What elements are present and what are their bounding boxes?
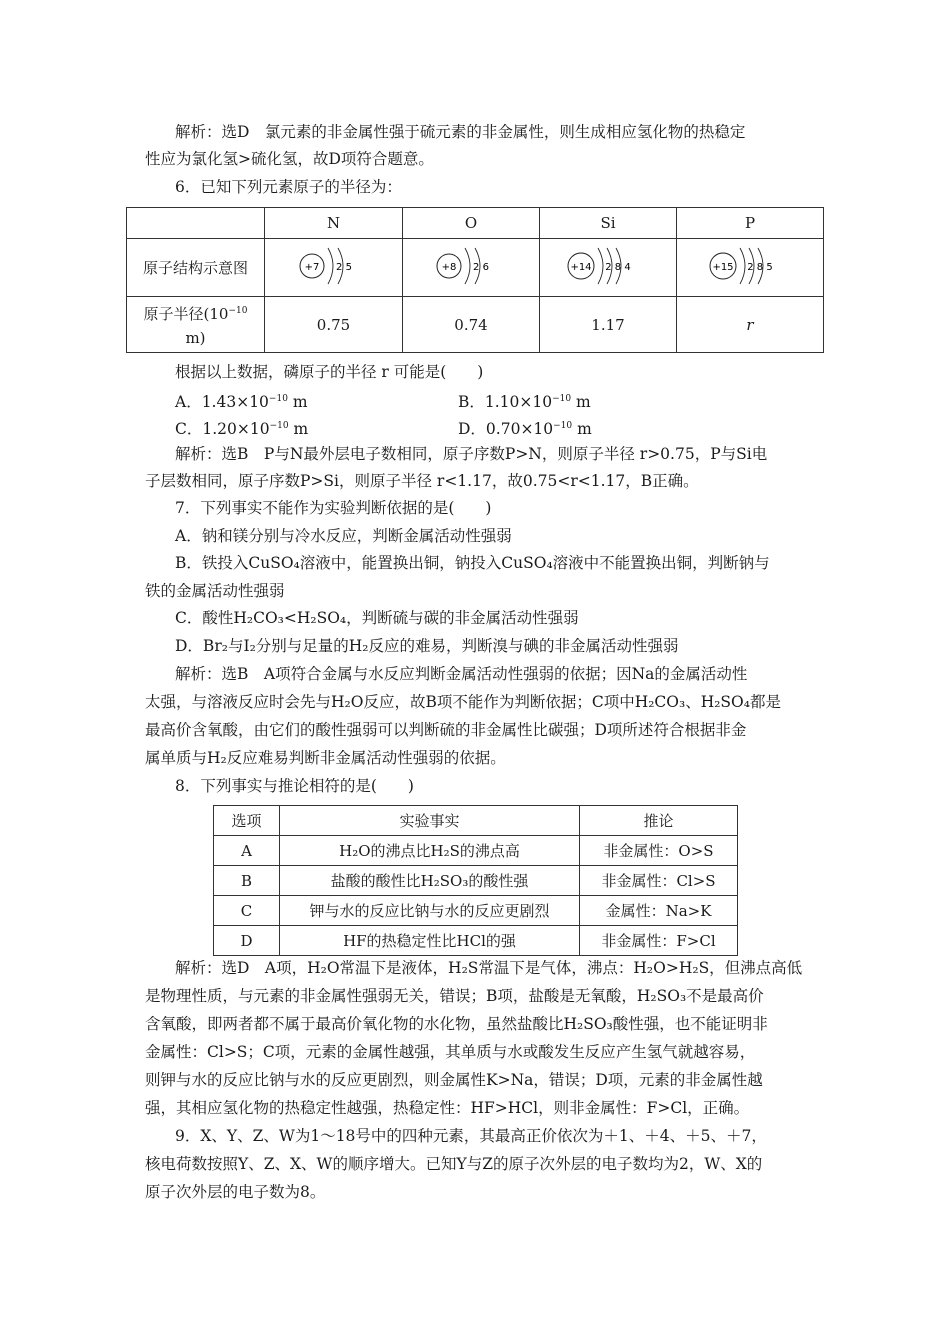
atomic-radius-table [126,207,824,353]
row-fact: H₂O的沸点比H₂S的沸点高 [280,836,580,866]
radius-o: 0.74 [403,297,540,353]
header-option: 选项 [214,806,280,836]
table-row [214,836,738,866]
q7-stem: 7．下列事实不能作为实验判断依据的是( ) [175,499,492,517]
q5-explanation-line-2: 性应为氯化氢>硫化氢，故D项符合题意。 [145,150,434,168]
row-fact: 钾与水的反应比钠与水的反应更剧烈 [280,896,580,926]
q6-stem: 6．已知下列元素原子的半径为： [175,178,402,196]
table-row [214,896,738,926]
table-row [214,926,738,956]
row-label-radius: 原子半径($10^{-10}$ m) [127,297,265,353]
q6-option-b: B．$1.10\times 10^{-10}$ m [458,393,591,411]
q7-option-a: A．钠和镁分别与冷水反应，判断金属活动性强弱 [175,527,512,545]
row-option: C [214,896,280,926]
q7-option-d: D．Br₂与I₂分别与足量的H₂反应的难易，判断溴与碘的非金属活动性强弱 [175,637,679,655]
atom-diagram-p [677,239,824,297]
q7-option-b-line-1: B．铁投入CuSO₄溶液中，能置换出铜，钠投入CuSO₄溶液中不能置换出铜，判断钠与 [175,554,770,572]
atom-structure-diagram-icon [563,241,653,291]
svg-text:+8: +8 [441,261,457,273]
q8-explanation-line-1: 解析：选D A项，H₂O常温下是液体，H₂S常温下是气体，沸点：H₂O>H₂S，但沸点高低 [175,959,803,977]
q8-stem: 8．下列事实与推论相符的是( ) [175,777,414,795]
radius-si: 1.17 [540,297,677,353]
q8-explanation-line-6: 强，其相应氢化物的热稳定性越强，热稳定性：HF>HCl，则非金属性：F>Cl，正确。 [145,1099,750,1117]
q6-option-c: C．$1.20\times 10^{-10}$ m [175,420,309,438]
element-header-o: O [403,208,540,239]
q8-explanation-line-5: 则钾与水的反应比钠与水的反应更剧烈，则金属性K>Na，错误；D项，元素的非金属性越 [145,1071,763,1089]
q8-explanation-line-2: 是物理性质，与元素的非金属性强弱无关，错误；B项，盐酸是无氧酸，H₂SO₃不是最高价 [145,987,764,1005]
q9-line-1: 9．X、Y、Z、W为1～18号中的四种元素，其最高正价依次为＋1、＋4、＋5、＋7， [175,1127,767,1145]
row-fact: 盐酸的酸性比H₂SO₃的酸性强 [280,866,580,896]
element-header-p: P [677,208,824,239]
row-label-structure: 原子结构示意图 [127,239,265,297]
q7-explanation-line-1: 解析：选B A项符合金属与水反应判断金属活动性强弱的依据；因Na的金属活动性 [175,665,748,683]
radius-n: 0.75 [265,297,403,353]
atom-diagram-n [265,239,403,297]
row-option: A [214,836,280,866]
element-header-n: N [265,208,403,239]
q7-option-b-line-2: 铁的金属活动性强弱 [145,582,285,600]
atom-structure-diagram-icon [294,241,374,291]
row-option: D [214,926,280,956]
svg-text:2 6: 2 6 [473,261,489,273]
row-inference: 非金属性：O>S [580,836,738,866]
q6-option-d: D．$0.70\times 10^{-10}$ m [458,420,592,438]
row-fact: HF的热稳定性比HCl的强 [280,926,580,956]
q7-explanation-line-2: 太强，与溶液反应时会先与H₂O反应，故B项不能作为判断依据；C项中H₂CO₃、H₂SO₄都是 [145,693,781,711]
q6-explanation-line-1: 解析：选B P与N最外层电子数相同，原子序数P>N，则原子半径 r>0.75，P与Si电 [175,445,768,463]
atom-structure-diagram-icon [431,241,511,291]
atom-structure-diagram-icon [705,241,795,291]
q6-option-a: A．$1.43\times 10^{-10}$ m [175,393,308,411]
q5-explanation-line-1: 解析：选D 氯元素的非金属性强于硫元素的非金属性，则生成相应氢化物的热稳定 [175,123,746,141]
row-inference: 金属性：Na>K [580,896,738,926]
row-inference: 非金属性：Cl>S [580,866,738,896]
table-row [214,866,738,896]
header-inference: 推论 [580,806,738,836]
svg-text:2 8 5: 2 8 5 [747,261,773,273]
svg-text:+14: +14 [570,261,592,273]
q8-explanation-line-3: 含氧酸，即两者都不属于最高价氧化物的水化物，虽然盐酸比H₂SO₃酸性强，也不能证明非 [145,1015,768,1033]
row-option: B [214,866,280,896]
svg-text:2 8 4: 2 8 4 [605,261,631,273]
q7-explanation-line-3: 最高价含氧酸，由它们的酸性强弱可以判断硫的非金属性比碳强；D项所述符合根据非金 [145,721,747,739]
svg-text:+7: +7 [304,261,319,273]
radius-p: r [677,297,824,353]
q9-line-2: 核电荷数按照Y、Z、X、W的顺序增大。已知Y与Z的原子次外层的电子数均为2，W、X的 [145,1155,763,1173]
q8-explanation-line-4: 金属性：Cl>S；C项，元素的金属性越强，其单质与水或酸发生反应产生氢气就越容易， [145,1043,756,1061]
atom-diagram-o [403,239,540,297]
header-fact: 实验事实 [280,806,580,836]
fact-inference-table [213,805,738,956]
row-inference: 非金属性：F>Cl [580,926,738,956]
q7-option-c: C．酸性H₂CO₃<H₂SO₄，判断硫与碳的非金属活动性强弱 [175,609,579,627]
svg-text:+15: +15 [712,261,734,273]
q9-line-3: 原子次外层的电子数为8。 [145,1183,326,1201]
q7-explanation-line-4: 属单质与H₂反应难易判断非金属活动性强弱的依据。 [145,749,506,767]
svg-text:2 5: 2 5 [335,261,352,273]
q6-explanation-line-2: 子层数相同，原子序数P>Si，则原子半径 r<1.17，故0.75<r<1.17，B正确。 [145,472,699,490]
table-corner-cell [127,208,265,239]
q6-question: 根据以上数据，磷原子的半径 r 可能是( ) [175,363,484,381]
atom-diagram-si [540,239,677,297]
element-header-si: Si [540,208,677,239]
